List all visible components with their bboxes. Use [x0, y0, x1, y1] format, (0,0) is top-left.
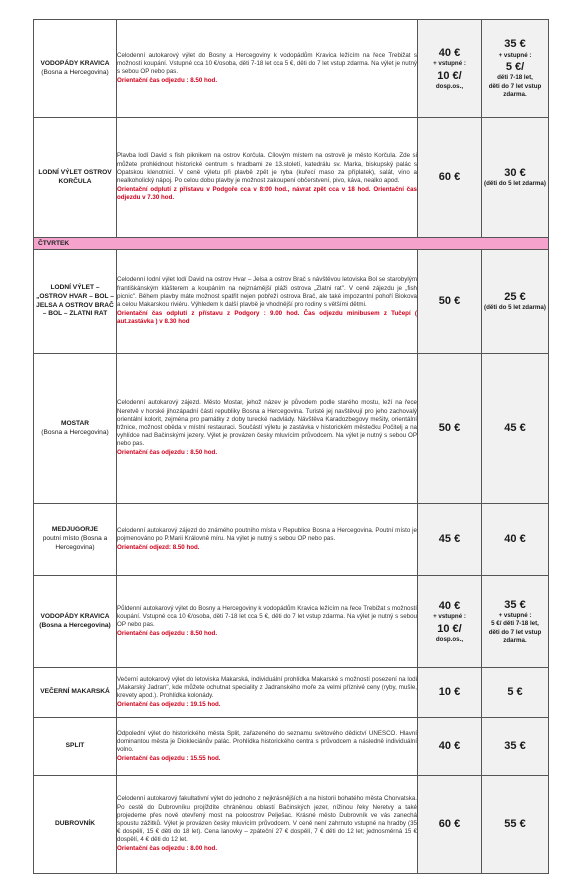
trip-region: (Bosna a Hercegovina) — [41, 68, 109, 76]
child-price-line: (děti do 5 let zdarma) — [484, 180, 546, 188]
excursion-row — [34, 668, 549, 718]
day-label: ČTVRTEK — [34, 238, 549, 250]
child-price-line: 55 € — [504, 818, 526, 831]
adult-price-line: 10 € — [438, 686, 461, 699]
child-price-line: (děti do 5 let zdarma) — [484, 304, 546, 312]
child-price — [482, 776, 549, 874]
trip-name: VODOPÁDY KRAVICA (Bosna a Hercegovina) — [39, 612, 111, 629]
trip-name: MEDJUGORJE — [51, 526, 99, 534]
trip-description: Odpolední výlet do historického města Split, zařazeného do seznamu světového dědictví UNESCO. Hlavní dominantou města je Diokleciánův palác. Prohlídka historického centra s průvodcem a následně individuální volno. — [117, 729, 417, 753]
adult-price — [418, 718, 482, 776]
child-price-line: 35 € — [504, 598, 526, 611]
trip-description: Celodenní lodní výlet lodí David na ostrov Hvar – Jelsa a ostrov Brač s návštěvou letoviska Bol se starobylým františkánským klášterem a koupáním na nejznámější pláži ostrova „Zlatni rat". V ceně zájezdu je „fish picnic". Během plavby máte možnost spatřit nejen pobřeží ostrova Brač, ale také impozantní pohoří Biokova a celou Makarskou riviéru. Výhledem k další plavbě je vhodnější pro rodiny s většími dětmi. — [117, 276, 417, 308]
child-price-line: 5 €/ — [505, 61, 525, 74]
departure-time: Orientační čas odjezdu : 15.55 hod. — [117, 755, 221, 763]
excursion-row — [34, 250, 549, 354]
adult-price — [418, 20, 482, 118]
departure-time: Orientační čas odjezdu : 8.50 hod. — [117, 449, 218, 457]
trip-region: (Bosna a Hercegovina) — [41, 428, 109, 436]
trip-name: DUBROVNÍK — [55, 820, 95, 828]
trip-description-cell — [117, 576, 418, 668]
adult-price — [418, 668, 482, 718]
trip-name: VEČERNÍ MAKARSKÁ — [40, 688, 110, 696]
child-price-line: 40 € — [504, 533, 526, 546]
adult-price-line: 45 € — [438, 533, 461, 546]
adult-price-line: 40 € — [438, 46, 461, 59]
trip-name-cell — [34, 576, 117, 668]
trip-description: Večerní autokarový výlet do letoviska Makarská, individuální prohlídka Makarské s možností posezení na lodi „Makarský Jadran", kde můžete ochutnat speciality z Jadranského moře za velmi příznivé ceny (ryby, mušle, krevety apod.). Prohlídka kolonády. — [117, 675, 417, 699]
child-price-line: 5 €/ děti 7-18 let, — [491, 620, 539, 628]
child-price-line: 35 € — [504, 38, 526, 51]
departure-time: Orientační čas odjezdu : 19.15 hod. — [117, 701, 221, 709]
adult-price-line: 60 € — [438, 171, 461, 184]
adult-price-line: 50 € — [438, 295, 461, 308]
child-price-line: děti do 7 let vstup zdarma. — [488, 82, 542, 99]
trip-name: SPLIT — [65, 742, 85, 750]
trip-description: Celodenní autokarový zájezd do známého poutního místa v Republice Bosna a Hercegovina. Poutní místo je pojmenováno po P.Marii Královně míru. Na výlet je nutný s sebou OP nebo pas. — [117, 526, 417, 542]
trip-description-cell — [117, 776, 418, 874]
child-price-line: 35 € — [504, 740, 526, 753]
trip-description: Půldenní autokarový výlet do Bosny a Hercegoviny k vodopádům Kravica ležícím na řece Trebižat s možností koupání. Vstupné cca 10 €/osoba, děti 7-18 let cca 5 €, děti do 7 let vstup zdarma. Na výlet je nutný s sebou OP nebo pas. — [117, 604, 417, 628]
trip-description: Plavba lodí David s fish piknikem na ostrov Korčula. Cílovým místem na ostrově je město Korčula. Zde si můžete prohlédnout historické centrum s hradbami ze 13.století, katedrálu sv. Marka, biskupský palác s Opatskou klenotnicí. V ceně výletu při plavbě zpět je ryba (kuřecí maso za příplatek), salát, víno a nealkoholický nápoj. Po celou dobu plavby je možnost zakoupení občerstvení, pivo, káva, nealko apod. — [117, 152, 417, 184]
adult-price-line: + vstupné : — [433, 613, 466, 621]
departure-time: Orientační čas odjezdu : 8.50 hod. — [117, 630, 218, 638]
trip-name-cell — [34, 776, 117, 874]
trip-name: MOSTAR — [60, 419, 90, 427]
trip-region: poutní místo (Bosna a Hercegovina) — [42, 535, 108, 551]
departure-time: Orientační čas odjezdu : 8.00 hod. — [117, 845, 218, 853]
excursion-table — [33, 19, 549, 874]
child-price — [482, 250, 549, 354]
child-price — [482, 118, 549, 238]
trip-description-cell — [117, 118, 418, 238]
excursion-row — [34, 20, 549, 118]
excursion-row — [34, 776, 549, 874]
excursion-row — [34, 118, 549, 238]
child-price-line: + vstupné : — [498, 51, 532, 59]
child-price — [482, 504, 549, 576]
trip-name: VODOPÁDY KRAVICA — [40, 59, 110, 67]
adult-price-line: 40 € — [438, 740, 461, 753]
adult-price-line: 60 € — [438, 818, 461, 831]
child-price-line: 30 € — [504, 167, 526, 180]
adult-price-line: 40 € — [438, 599, 461, 612]
adult-price — [418, 576, 482, 668]
trip-description: Celodenní autokarový výlet do Bosny a Hercegoviny k vodopádům Kravica ležícím na řece Trebižat s možností koupání. Vstupné cca 10 €/osoba, děti 7-18 let cca 5 €, děti do 7 let vstup zdarma. Na výlet je nutný s sebou OP nebo pas. — [117, 51, 417, 75]
adult-price — [418, 504, 482, 576]
day-section-row — [34, 238, 549, 250]
adult-price-line: dosp.os., — [435, 82, 464, 90]
adult-price — [418, 776, 482, 874]
adult-price-line: + vstupné : — [433, 60, 466, 68]
trip-description: Celodenní autokarový fakultativní výlet do jednoho z nejkrásnějších a na historii bohatého města Chorvatska. Po cestě do Dubrovníku projíždíte chráněnou oblastí Bačinských jezer, nížinou řeky Neretvy a také projedeme přes nově otevřený most na poloostrov Pelješac. Krásné město Dubrovník ve vás zanechá spoustu zážitků. Výlet je provázen česky mluvícím průvodcem. V ceně není zahrnuto vstupné na hradby (35 € dospělí, 15 € děti do 18 let). Cena lanovky – zpáteční 27 € dospělí, 7 € děti do 12 let; jednosměrná 15 € dospělí, 4 € děti do 12 let. — [117, 795, 417, 844]
child-price — [482, 718, 549, 776]
departure-time: Orientační odplutí z přístavu v Podgoře cca v 8:00 hod., návrat zpět cca v 18 hod. Orientační čas odjezdu v 7.30 hod. — [117, 186, 417, 202]
child-price — [482, 354, 549, 504]
excursion-row — [34, 576, 549, 668]
trip-name-cell — [34, 718, 117, 776]
adult-price-line: 50 € — [438, 422, 461, 435]
adult-price — [418, 118, 482, 238]
trip-name-cell — [34, 354, 117, 504]
trip-description-cell — [117, 250, 418, 354]
child-price-line: děti do 7 let vstup zdarma. — [488, 628, 542, 644]
trip-name-cell — [34, 118, 117, 238]
adult-price-line: 10 €/ — [437, 622, 462, 635]
trip-description: Celodenní autokarový zájezd. Město Mostar, jehož název je původem podle starého mostu, leží na řece Neretvě v horské jihozápadní části republiky Bosna a Hercegovina. Turisté jej navštěvují pro jeho zachovalý orientální kolorit, zejména pro památky z doby turecké nadvlády. Návštěva Karadozbegovy mešity, orientální tržnice, možnost oběda v místní restauraci. Součástí výletu je zastávka v historickém městečku Počitelj a na vyhlídce nad Bačinskými jezery. Výlet je provázen česky mluvícím průvodcem. Na výlet je nutný s sebou OP nebo pas. — [117, 399, 417, 448]
departure-time: Orientační čas odjezdu : 8.50 hod. — [117, 77, 218, 85]
trip-description-cell — [117, 718, 418, 776]
trip-name-cell — [34, 20, 117, 118]
child-price-line: + vstupné : — [498, 611, 532, 619]
excursion-row — [34, 354, 549, 504]
adult-price-line: 10 €/ — [437, 69, 462, 82]
child-price-line: děti 7-18 let, — [497, 74, 533, 82]
trip-description-cell — [117, 504, 418, 576]
trip-description-cell — [117, 668, 418, 718]
excursion-table-body — [34, 20, 549, 874]
trip-name: LODNÍ VÝLET OSTROV KORČULA — [38, 168, 112, 185]
excursion-row — [34, 718, 549, 776]
trip-name-cell — [34, 668, 117, 718]
trip-description-cell — [117, 20, 418, 118]
adult-price-line: dosp.os., — [435, 635, 464, 643]
child-price — [482, 20, 549, 118]
child-price — [482, 576, 549, 668]
trip-name-cell — [34, 504, 117, 576]
excursion-row — [34, 504, 549, 576]
adult-price — [418, 354, 482, 504]
departure-time: Orientační odjezd: 8.50 hod. — [117, 544, 200, 552]
adult-price — [418, 250, 482, 354]
trip-description-cell — [117, 354, 418, 504]
child-price — [482, 668, 549, 718]
trip-name: LODNÍ VÝLET – „OSTROV HVAR – BOL – JELSA A OSTROV BRAČ – BOL – ZLATNI RAT — [36, 283, 114, 318]
departure-time: Orientační čas odplutí z přístavu z Podgory : 9.00 hod. Čas odjezdu minibusem z Tučepí ( aut.zastávka ) v 8.30 hod — [117, 310, 417, 326]
trip-name-cell — [34, 250, 117, 354]
child-price-line: 25 € — [504, 291, 526, 304]
child-price-line: 45 € — [504, 422, 526, 435]
child-price-line: 5 € — [507, 686, 523, 699]
